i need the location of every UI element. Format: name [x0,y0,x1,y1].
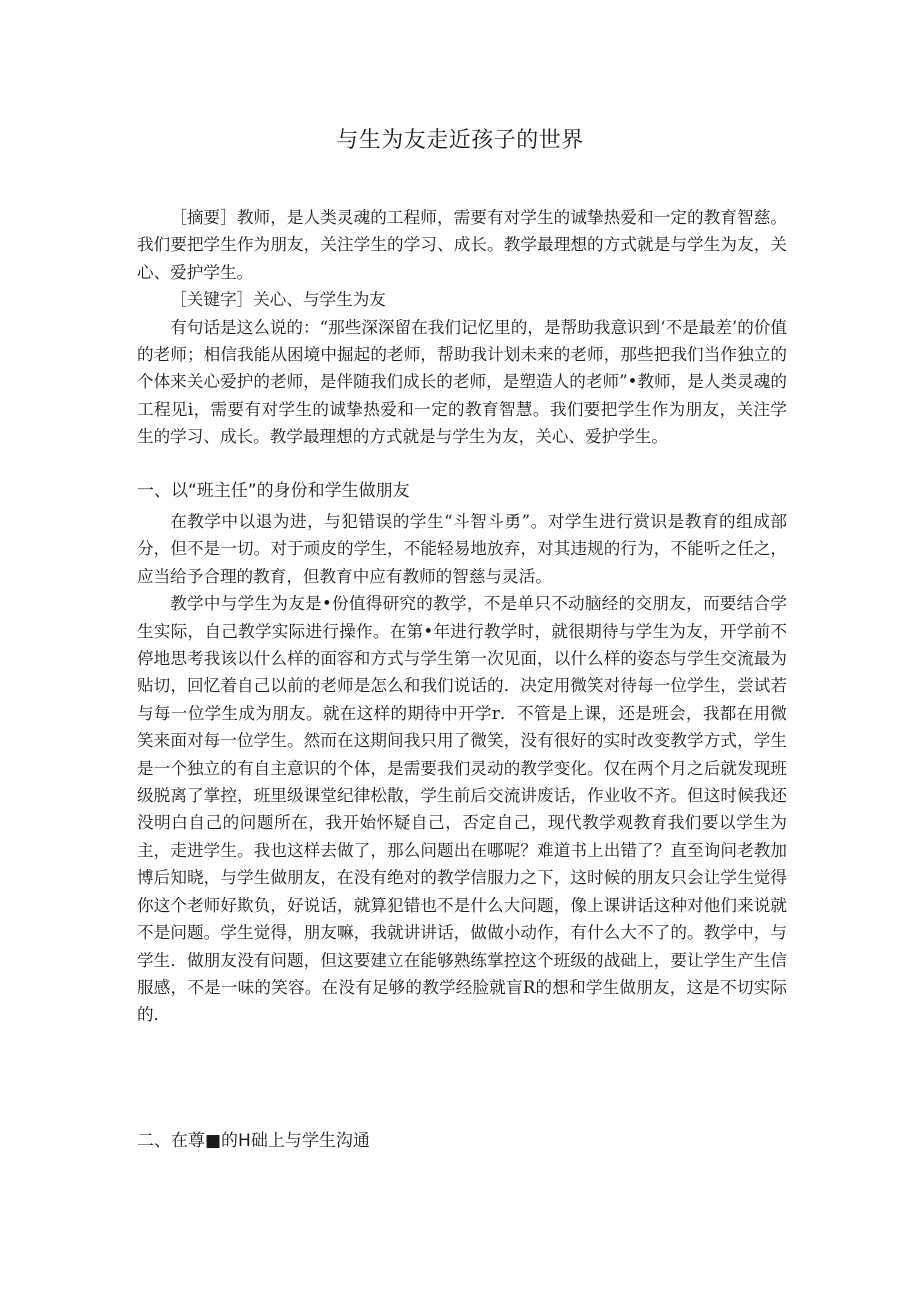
section-1-body [137,508,787,1029]
document-title: 与生为友走近孩子的世界 [336,128,584,153]
intro-paragraph: 有句话是这么说的：“那些深深留在我们记忆里的，是帮助我意识到‘不是最差’的价值的老师；相信我能从困境中掘起的老师，帮助我计划未来的老师，那些把我们当作独立的个体来关心爱护的老师，是伴随我们成长的老师，是塑造人的老师”•教师，是人类灵魂的工程见i，需要有对学生的诚挚热爱和一定的教育智慧。我们要把学生作为朋友，关注学生的学习、成长。教学最理想的方式就是与学生为友，关心、爱护学生。 [137,317,787,447]
abstract-block [137,204,787,451]
abstract-paragraph: ［摘要］教师，是人类灵魂的工程师，需要有对学生的诚挚热爱和一定的教育智慈。我们要把学生作为朋友，关注学生的学习、成长。教学最理想的方式就是与学生为友，关心、爱护学生。 [137,208,787,282]
section-1-paragraph-2: 教学中与学生为友是•份值得研究的教学，不是单只不动脑经的交朋友，而要结合学生实际，自己教学实际进行操作。在第•年进行教学时，就很期待与学生为友，开学前不停地思考我该以什么样的面容和方式与学生第一次见面，以什么样的姿态与学生交流最为贴切，回忆着自己以前的老师是怎么和我们说话的．决定用微笑对待每一位学生，尝试若与每一位学生成为朋友。就在这样的期待中开学r．不管是上课，还是班会，我都在用微笑来面对每一位学生。然而在这期间我只用了微笑，没有很好的实时改变教学方式，学生是一个独立的有自主意识的个体，是需要我们灵动的教学变化。仅在两个月之后就发现班级脱离了掌控，班里级课堂纪律松散，学生前后交流讲废话，作业收不齐。但这时候我还没明白自己的问题所在，我开始怀疑自己，否定自己，现代教学观教育我们要以学生为主，走进学生。我也这样去做了，那么问题出在哪呢？难道书上出错了？直至询问老教加博后知晓，与学生做朋友，在没有绝对的教学信服力之下，这时候的朋友只会让学生觉得你这个老师好欺负，好说话，就算犯错也不是什么大问题，像上课讲话这种对他们来说就不是问题。学生觉得，朋友嘛，我就讲讲话，做做小动作，有什么大不了的。教学中，与学生．做朋友没有问题，但这要建立在能够熟练掌控这个班级的战础上，要让学生产生信服感，不是一味的笑容。在没有足够的教学经脸就盲R的想和学生做朋友，这是不切实际的． [137,594,787,1025]
keywords-paragraph: ［关键字］关心、与学生为友 [170,290,386,310]
section-1-paragraph-1: 在教学中以退为进，与犯错误的学生“斗智斗勇”。对学生进行赏识是教育的组成部分，但不是一切。对于顽皮的学生，不能轻易地放弃，对其违规的行为，不能听之任之，应当给予合理的教育，但教育中应有教师的智慈与灵活。 [137,512,787,586]
section-heading-2: 二、在尊■的H础上与学生沟通 [137,1131,370,1151]
section-heading-1: 一、以“班主任”的身份和学生做朋友 [137,481,410,501]
